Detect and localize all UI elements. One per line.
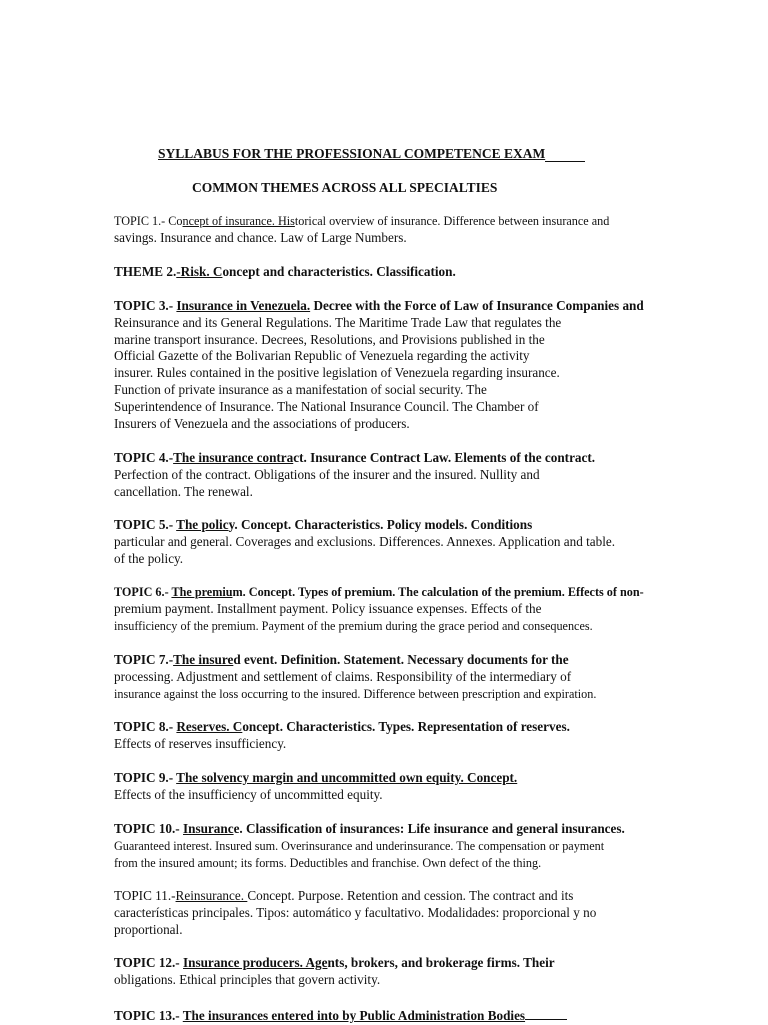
topic-6-line-2: premium payment. Installment payment. Policy issuance expenses. Effects of the [114,600,542,616]
topic-5-heading: TOPIC 5.- The policy. Concept. Characteristics. Policy models. Conditions [114,517,533,532]
topic-9-heading: TOPIC 9.- The solvency margin and uncommitted own equity. Concept. [114,770,518,785]
topic-10-line-2: Guaranteed interest. Insured sum. Overinsurance and underinsurance. The compensation or payment [114,838,605,853]
topic-2 [114,264,694,281]
topic-7-heading: TOPIC 7.-The insured event. Definition. Statement. Necessary documents for the [114,652,569,667]
topic-11-heading: TOPIC 11.-Reinsurance. Concept. Purpose. Retention and cession. The contract and its [114,888,574,903]
topic-3-line-5: insurer. Rules contained in the positive legislation of Venezuela regarding insurance. [114,365,560,381]
topic-4-line-2: Perfection of the contract. Obligations of the insurer and the insured. Nullity and [114,466,540,482]
topic-3-line-8: Insurers of Venezuela and the associations of producers. [114,415,410,431]
topic-10 [114,821,694,871]
topic-8 [114,719,694,753]
topic-12 [114,955,694,989]
topic-10-heading: TOPIC 10.- Insurance. Classification of insurances: Life insurance and general insurances. [114,821,625,836]
topic-7-line-3: insurance against the loss occurring to the insured. Difference between prescription and expiration. [114,686,597,701]
title-text: SYLLABUS FOR THE PROFESSIONAL COMPETENCE EXAM [158,146,546,161]
topic-7 [114,652,694,702]
topic-3-line-7: Superintendence of Insurance. The National Insurance Council. The Chamber of [114,398,539,414]
topic-8-heading: TOPIC 8.- Reserves. Concept. Characteristics. Types. Representation of reserves. [114,719,570,734]
topic-7-line-2: processing. Adjustment and settlement of claims. Responsibility of the intermediary of [114,668,572,684]
topic-5 [114,517,694,567]
topic-11-line-3: proportional. [114,921,183,937]
topic-12-line-2: obligations. Ethical principles that govern activity. [114,971,381,987]
topic-4-heading: TOPIC 4.-The insurance contract. Insurance Contract Law. Elements of the contract. [114,450,596,465]
topic-3-heading: TOPIC 3.- Insurance in Venezuela. Decree with the Force of Law of Insurance Companies and [114,298,644,313]
topic-13-heading: TOPIC 13.- The insurances entered into by Public Administration Bodies [114,1006,694,1025]
topic-8-line-2: Effects of reserves insufficiency. [114,735,287,751]
document-title [158,146,585,162]
topic-9 [114,770,694,804]
topic-10-line-3: from the insured amount; its forms. Deductibles and franchise. Own defect of the thing. [114,855,542,870]
topic-1 [114,213,694,247]
topic-13 [114,1006,694,1025]
topic-3-line-3: marine transport insurance. Decrees, Resolutions, and Provisions published in the [114,331,545,347]
topic-12-heading: TOPIC 12.- Insurance producers. Agents, brokers, and brokerage firms. Their [114,955,555,970]
title-underline-trail [545,147,585,162]
topic-1-line-2: savings. Insurance and chance. Law of Large Numbers. [114,229,407,245]
topic-11 [114,888,694,938]
topic-3-line-2: Reinsurance and its General Regulations. The Maritime Trade Law that regulates the [114,314,562,330]
topic-6-line-3: insufficiency of the premium. Payment of the premium during the grace period and consequences. [114,618,593,633]
document-subtitle: COMMON THEMES ACROSS ALL SPECIALTIES [192,180,498,195]
topic-11-line-2: características principales. Tipos: automático y facultativo. Modalidades: proporcional y no [114,904,597,920]
topic-3-line-6: Function of private insurance as a manifestation of social security. The [114,381,487,397]
topic-13-underline-trail [525,1006,567,1020]
topic-2-line-1: THEME 2.-Risk. Concept and characteristics. Classification. [114,264,456,279]
topic-6 [114,584,694,634]
topic-1-line-1: TOPIC 1.- Concept of insurance. Historical overview of insurance. Difference between insurance and [114,214,610,228]
topic-9-line-2: Effects of the insufficiency of uncommitted equity. [114,786,383,802]
topic-3 [114,298,694,432]
topic-4 [114,450,694,500]
topic-5-line-2: particular and general. Coverages and exclusions. Differences. Annexes. Application and table. [114,533,616,549]
topic-6-heading: TOPIC 6.- The premium. Concept. Types of premium. The calculation of the premium. Effects of non- [114,585,644,599]
topic-4-line-3: cancellation. The renewal. [114,483,253,499]
topic-3-line-4: Official Gazette of the Bolivarian Republic of Venezuela regarding the activity [114,348,530,364]
topic-5-line-3: of the policy. [114,550,184,566]
